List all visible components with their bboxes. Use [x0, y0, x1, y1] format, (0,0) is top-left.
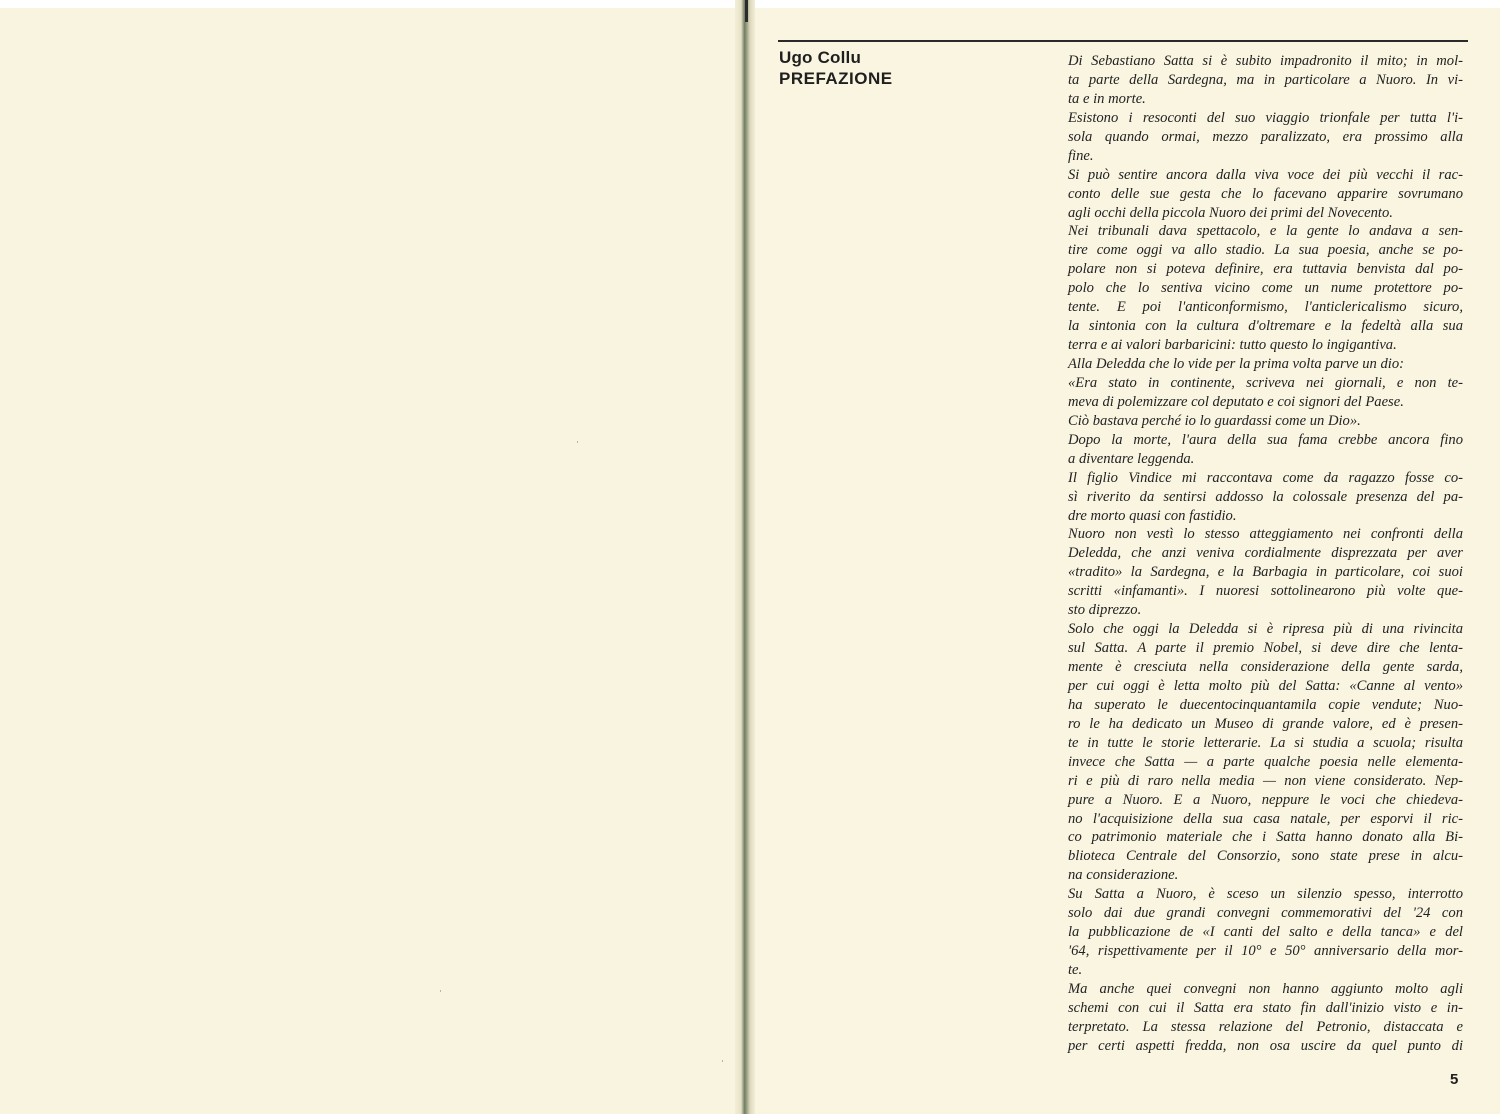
body-line: sì riverito da sentirsi addosso la colossale presenza del pa- — [1068, 488, 1463, 505]
body-line: te. — [1068, 962, 1083, 978]
body-line: ha superato le duecentocinquantamila copie vendute; Nuo- — [1068, 696, 1463, 713]
body-line: agli occhi della piccola Nuoro dei primi del Novecento. — [1068, 204, 1393, 221]
body-line: «Era stato in continente, scriveva nei giornali, e non te- — [1068, 374, 1463, 391]
body-line: blioteca Centrale del Consorzio, sono state prese in alcu- — [1068, 848, 1463, 865]
body-line: ri e più di raro nella media — non viene considerato. Nep- — [1068, 772, 1463, 789]
body-line: schemi con cui il Satta era stato fin dall'inizio visto e in- — [1068, 999, 1463, 1016]
page-number: 5 — [1450, 1071, 1459, 1088]
book-gutter — [735, 0, 755, 1114]
body-line: mente è cresciuta nella considerazione della gente sarda, — [1068, 659, 1463, 675]
body-line: tire come oggi va allo stadio. La sua poesia, anche se po- — [1068, 242, 1463, 259]
body-line: per certi aspetti fredda, non osa uscire da quel punto di — [1068, 1037, 1463, 1054]
body-line: sto diprezzo. — [1068, 602, 1142, 619]
body-line: terra e ai valori barbaricini: tutto questo lo ingigantiva. — [1068, 337, 1397, 354]
body-line: polo che lo sentiva vicino come un nume protettore po- — [1068, 280, 1463, 297]
body-line: la sintonia con la cultura d'oltremare e la fedeltà alla sua — [1068, 318, 1463, 335]
header-rule — [778, 40, 1468, 42]
body-line: sul Satta. A parte il premio Nobel, si deve dire che lenta- — [1068, 640, 1463, 657]
body-line: Dopo la morte, l'aura della sua fama crebbe ancora fino — [1068, 431, 1463, 448]
body-line: meva di polemizzare col deputato e coi signori del Paese. — [1068, 393, 1404, 410]
body-line: Nei tribunali dava spettacolo, e la gente lo andava a sen- — [1068, 223, 1463, 240]
body-line: sola quando ormai, mezzo paralizzato, era prossimo alla — [1068, 128, 1463, 145]
body-line: '64, rispettivamente per il 10° e 50° anniversario della mor- — [1068, 943, 1463, 960]
author-name: Ugo Collu — [779, 48, 862, 67]
preface-body-text — [1068, 52, 1463, 1056]
body-line: fine. — [1068, 147, 1094, 164]
paper-speck — [577, 441, 578, 443]
body-line: Ciò bastava perché io lo guardassi come un Dio». — [1068, 412, 1361, 429]
body-line: la pubblicazione de «I canti del salto e della tanca» e del — [1068, 924, 1463, 941]
body-line: «tradito» la Sardegna, e la Barbagia in particolare, coi suoi — [1068, 564, 1463, 581]
body-line: no l'acquisizione della sua casa natale, per esporvi il ric- — [1068, 810, 1463, 827]
paper-speck — [440, 990, 441, 992]
left-page-blank — [0, 8, 742, 1112]
body-line: Deledda, che anzi veniva cordialmente disprezzata per aver — [1068, 545, 1463, 562]
section-title: PREFAZIONE — [779, 69, 893, 88]
paper-speck — [722, 1060, 723, 1062]
body-line: co patrimonio materiale che i Satta hanno donato alla Bi- — [1068, 829, 1463, 846]
body-line: Il figlio Vindice mi raccontava come da ragazzo fosse co- — [1068, 469, 1463, 486]
body-line: ro le ha dedicato un Museo di grande valore, ed è presen- — [1068, 715, 1463, 732]
body-line: dre morto quasi con fastidio. — [1068, 507, 1237, 524]
body-line: Si può sentire ancora dalla viva voce dei più vecchi il rac- — [1068, 166, 1463, 183]
gutter-mark — [745, 0, 748, 22]
body-line: terpretato. La stessa relazione del Petronio, distaccata e — [1068, 1018, 1463, 1035]
body-line: per cui oggi è letta molto più del Satta: «Canne al vento» — [1068, 677, 1463, 694]
body-line: ta parte della Sardegna, ma in particolare a Nuoro. In vi- — [1068, 71, 1463, 88]
body-line: tente. E poi l'anticonformismo, l'anticlericalismo sicuro, — [1068, 299, 1463, 316]
body-line: Nuoro non vestì lo stesso atteggiamento nei confronti della — [1068, 526, 1463, 543]
body-line: invece che Satta — a parte qualche poesia nelle elementa- — [1068, 753, 1463, 770]
body-line: solo dai due grandi convegni commemorativi del '24 con — [1068, 905, 1463, 922]
body-line: a diventare leggenda. — [1068, 450, 1195, 467]
body-line: conto delle sue gesta che lo facevano apparire sovrumano — [1068, 185, 1463, 202]
body-line: te in tutte le storie letterarie. La si studia a scuola; risulta — [1068, 734, 1463, 751]
body-line: pure a Nuoro. E a Nuoro, neppure le voci che chiedeva- — [1068, 791, 1463, 808]
body-line: ta e in morte. — [1068, 90, 1146, 107]
body-line: Di Sebastiano Satta si è subito impadronito il mito; in mol- — [1068, 53, 1463, 69]
body-line: scritti «infamanti». I nuoresi sottolinearono più volte que- — [1068, 583, 1463, 600]
body-line: polare non si poteva definire, era tuttavia benvista dal po- — [1068, 261, 1463, 278]
body-line: na considerazione. — [1068, 867, 1179, 884]
body-line: Su Satta a Nuoro, è sceso un silenzio spesso, interrotto — [1068, 886, 1463, 903]
body-line: Alla Deledda che lo vide per la prima volta parve un dio: — [1068, 356, 1404, 372]
body-line: Ma anche quei convegni non hanno aggiunto molto agli — [1068, 980, 1463, 997]
body-line: Esistono i resoconti del suo viaggio trionfale per tutta l'i- — [1068, 109, 1463, 126]
body-line: Solo che oggi la Deledda si è ripresa più di una rivincita — [1068, 621, 1463, 638]
